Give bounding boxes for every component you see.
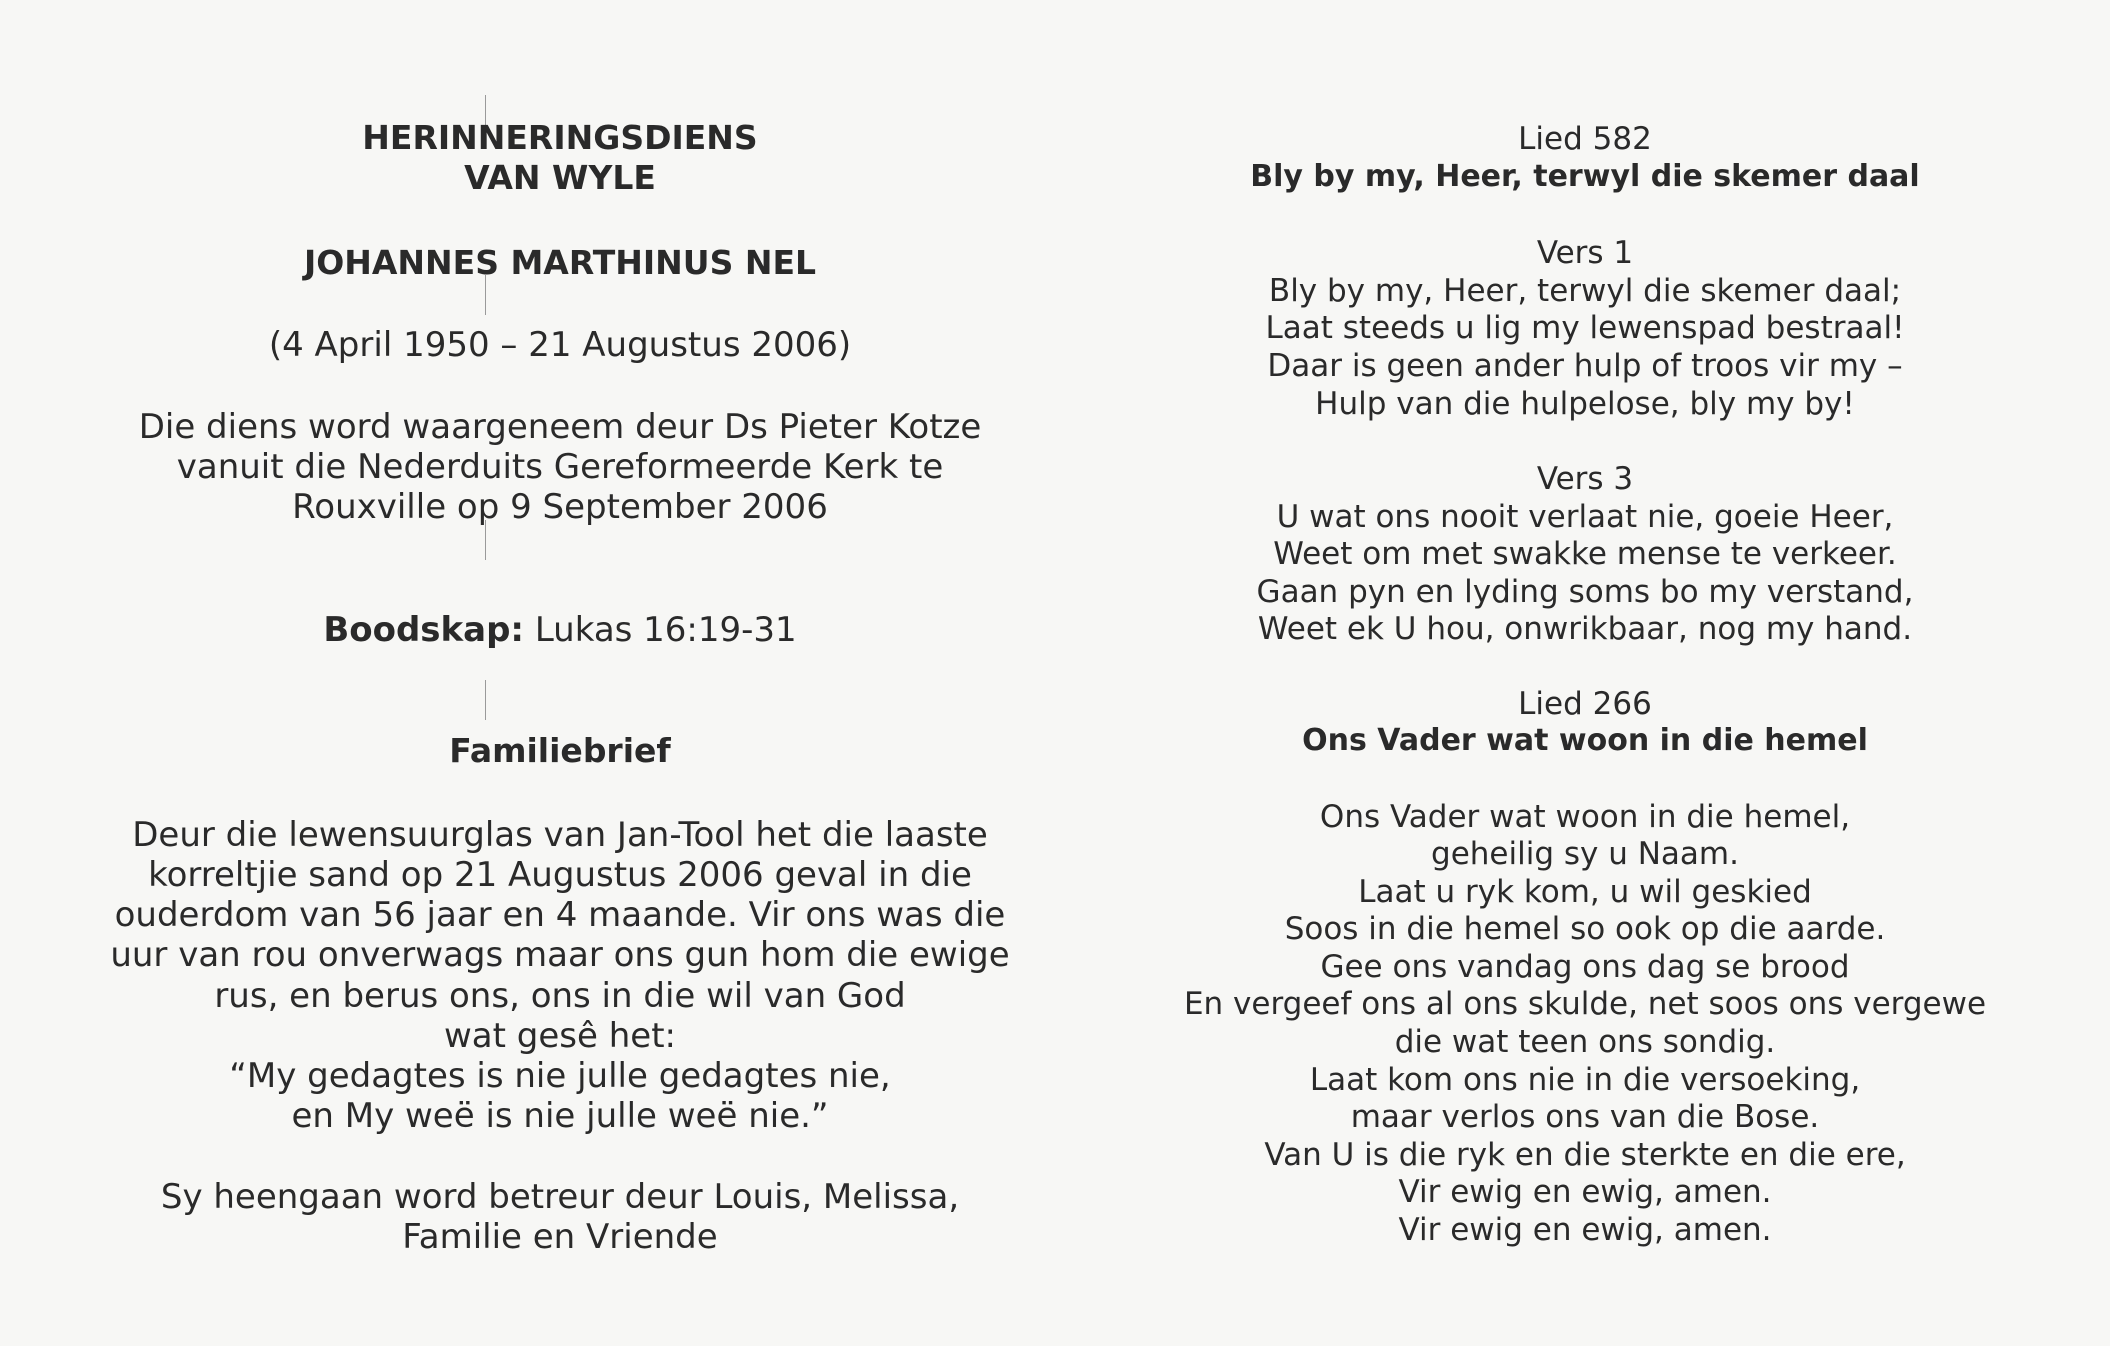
verse-line: Daar is geen ander hulp of troos vir my –: [1267, 348, 1903, 384]
verse-line: U wat ons nooit verlaat nie, goeie Heer,: [1276, 499, 1894, 535]
service-line: vanuit die Nederduits Gereformeerde Kerk te: [176, 447, 944, 487]
letter-line: en My weë is nie julle weë nie.”: [291, 1096, 829, 1136]
prayer-line: geheilig sy u Naam.: [1431, 836, 1739, 872]
verse-label: Vers 1: [1536, 235, 1634, 271]
message-label: Boodskap:: [323, 610, 525, 650]
letter-line: Deur die lewensuurglas van Jan-Tool het die laaste: [132, 815, 988, 855]
prayer-line: Vir ewig en ewig, amen.: [1398, 1174, 1772, 1210]
deceased-name: JOHANNES MARTHINUS NEL: [303, 243, 817, 282]
prayer-line: maar verlos ons van die Bose.: [1350, 1099, 1820, 1135]
fold-mark: [485, 680, 486, 720]
prayer-line: Ons Vader wat woon in die hemel,: [1319, 799, 1851, 835]
title-line-1: HERINNERINGSDIENS: [362, 118, 758, 157]
prayer-line: Soos in die hemel so ook op die aarde.: [1284, 911, 1886, 947]
service-line: Die diens word waargeneem deur Ds Pieter Kotze: [138, 407, 982, 447]
letter-line: wat gesê het:: [444, 1016, 676, 1056]
verse-line: Weet ek U hou, onwrikbaar, nog my hand.: [1257, 611, 1913, 647]
service-line: Rouxville op 9 September 2006: [292, 487, 828, 527]
hymn-title: Bly by my, Heer, terwyl die skemer daal: [1250, 159, 1920, 194]
verse-line: Laat steeds u lig my lewenspad bestraal!: [1265, 310, 1905, 346]
title-line-2: VAN WYLE: [464, 158, 656, 197]
verse-label: Vers 3: [1536, 461, 1634, 497]
hymn-number: Lied 266: [1518, 686, 1652, 722]
mourners-line: Sy heengaan word betreur deur Louis, Melissa,: [160, 1177, 960, 1217]
message-reference: [60, 610, 1060, 650]
letter-line: uur van rou onverwags maar ons gun hom die ewige: [110, 935, 1010, 975]
prayer-line: die wat teen ons sondig.: [1394, 1024, 1776, 1060]
life-dates: (4 April 1950 – 21 Augustus 2006): [268, 325, 852, 365]
letter-line: “My gedagtes is nie julle gedagtes nie,: [229, 1056, 891, 1096]
prayer-line: Vir ewig en ewig, amen.: [1398, 1212, 1772, 1248]
letter-line: korreltjie sand op 21 Augustus 2006 geval in die: [148, 855, 972, 895]
verse-line: Bly by my, Heer, terwyl die skemer daal;: [1268, 273, 1902, 309]
mourners-line: Familie en Vriende: [402, 1217, 718, 1257]
message-text: Lukas 16:19-31: [534, 610, 797, 650]
verse-line: Hulp van die hulpelose, bly my by!: [1315, 386, 1855, 422]
prayer-line: En vergeef ons al ons skulde, net soos ons vergewe: [1183, 986, 1987, 1022]
letter-line: ouderdom van 56 jaar en 4 maande. Vir ons was die: [114, 895, 1006, 935]
verse-line: Weet om met swakke mense te verkeer.: [1273, 536, 1897, 572]
prayer-line: Gee ons vandag ons dag se brood: [1320, 949, 1850, 985]
prayer-line: Laat kom ons nie in die versoeking,: [1309, 1062, 1861, 1098]
hymn-title: Ons Vader wat woon in die hemel: [1302, 723, 1868, 758]
letter-line: rus, en berus ons, ons in die wil van God: [214, 976, 906, 1016]
hymn-number: Lied 582: [1518, 121, 1652, 157]
prayer-line: Van U is die ryk en die sterkte en die ere,: [1264, 1137, 1906, 1173]
prayer-line: Laat u ryk kom, u wil geskied: [1358, 874, 1812, 910]
verse-line: Gaan pyn en lyding soms bo my verstand,: [1256, 574, 1914, 610]
letter-heading: Familiebrief: [449, 731, 671, 770]
